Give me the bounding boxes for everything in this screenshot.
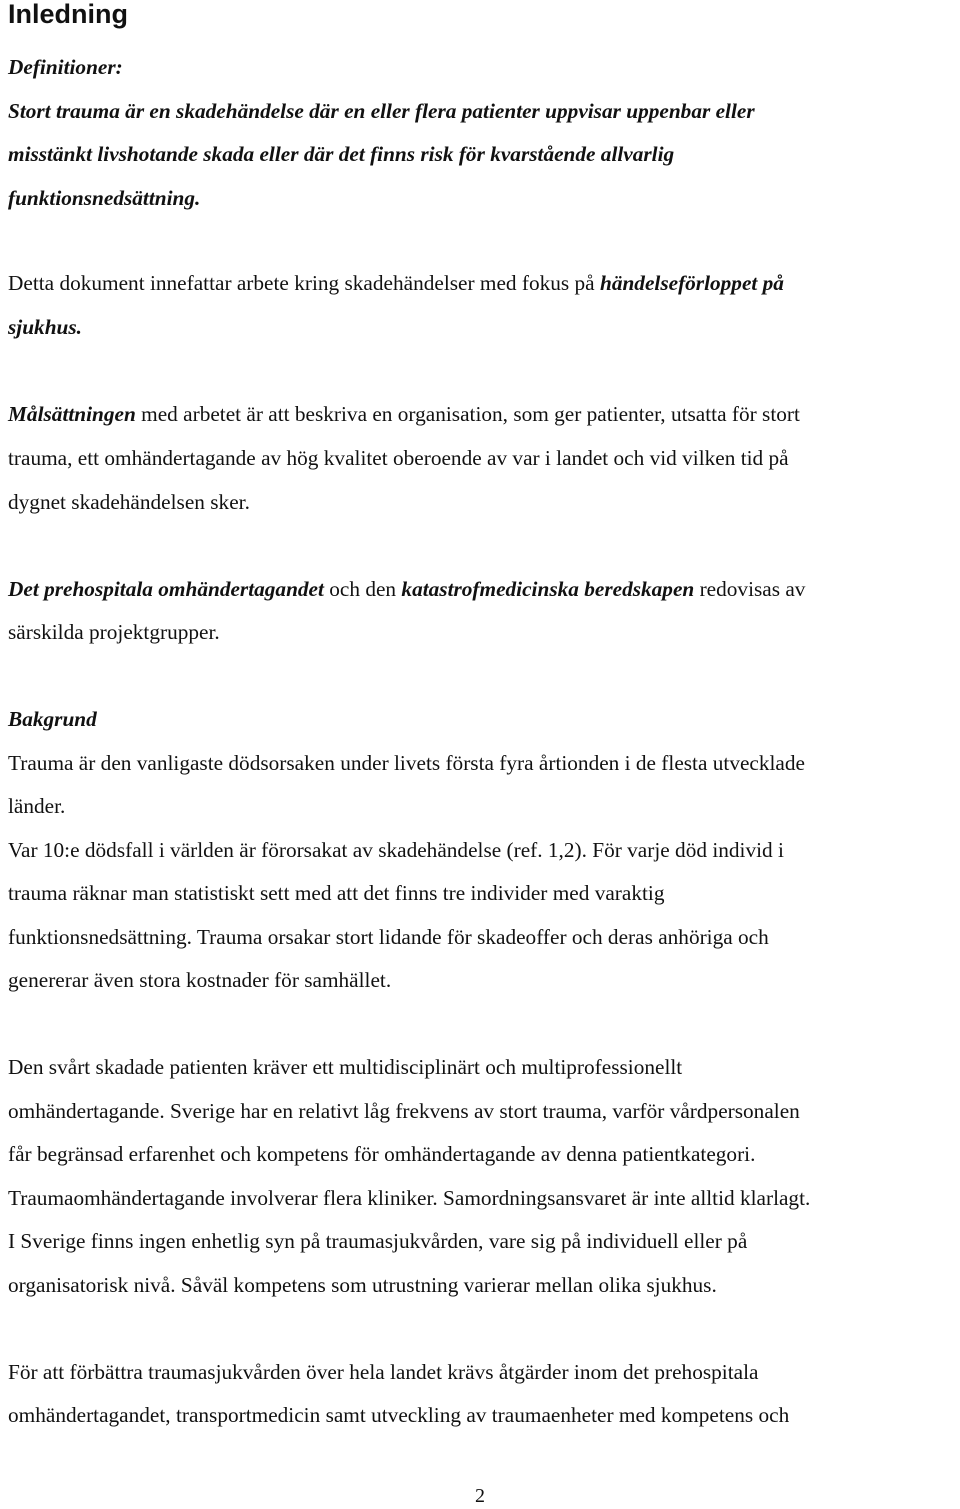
scope-line bbox=[8, 262, 953, 306]
definition-line: funktionsnedsättning. bbox=[8, 186, 201, 210]
patient-line: I Sverige finns ingen enhetlig syn på traumasjukvården, vare sig på individuell eller på bbox=[8, 1229, 748, 1253]
patient-line: omhändertagande. Sverige har en relativt låg frekvens av stort trauma, varför vårdpersonalen bbox=[8, 1099, 800, 1123]
definition-line: Stort trauma är en skadehändelse där en eller flera patienter uppvisar uppenbar eller bbox=[8, 99, 755, 123]
prehospital-line: särskilda projektgrupper. bbox=[8, 620, 220, 644]
improve-line: omhändertagandet, transportmedicin samt utveckling av traumaenheter med kompetens och bbox=[8, 1403, 790, 1427]
background-line: trauma räknar man statistiskt sett med att det finns tre individer med varaktig bbox=[8, 881, 665, 905]
patient-line: Traumaomhändertagande involverar flera kliniker. Samordningsansvaret är inte alltid klarlagt. bbox=[8, 1186, 811, 1210]
background-heading: Bakgrund bbox=[8, 707, 97, 731]
section-heading: Inledning bbox=[8, 0, 128, 29]
background-line: länder. bbox=[8, 794, 66, 818]
background-line: genererar även stora kostnader för samhället. bbox=[8, 968, 392, 992]
patient-line: får begränsad erfarenhet och kompetens för omhändertagande av denna patientkategori. bbox=[8, 1142, 756, 1166]
preparedness-emphasis: katastrofmedicinska beredskapen bbox=[401, 577, 695, 601]
goal-text: med arbetet är att beskriva en organisation, som ger patienter, utsatta för stort bbox=[135, 402, 800, 426]
goal-line: trauma, ett omhändertagande av hög kvalitet oberoende av var i landet och vid vilken tid på bbox=[8, 446, 789, 470]
prehospital-text: redovisas av bbox=[694, 577, 806, 601]
prehospital-emphasis: Det prehospitala omhändertagandet bbox=[8, 577, 324, 601]
page-number: 2 bbox=[475, 1485, 485, 1507]
background-line: funktionsnedsättning. Trauma orsakar stort lidande för skadeoffer och deras anhöriga och bbox=[8, 925, 769, 949]
patient-line: Den svårt skadade patienten kräver ett multidisciplinärt och multiprofessionellt bbox=[8, 1055, 683, 1079]
scope-emphasis-line: sjukhus. bbox=[8, 315, 82, 339]
scope-emphasis: händelseförloppet på bbox=[599, 271, 784, 295]
definitions-label: Definitioner: bbox=[8, 55, 123, 79]
definition-line: misstänkt livshotande skada eller där det finns risk för kvarstående allvarlig bbox=[8, 142, 675, 166]
background-line: Var 10:e dödsfall i världen är förorsakat av skadehändelse (ref. 1,2). För varje död individ i bbox=[8, 838, 784, 862]
patient-line: organisatorisk nivå. Såväl kompetens som utrustning varierar mellan olika sjukhus. bbox=[8, 1273, 717, 1297]
prehospital-text: och den bbox=[323, 577, 402, 601]
scope-text: Detta dokument innefattar arbete kring skadehändelser med fokus på bbox=[8, 271, 600, 295]
prehospital-line bbox=[8, 568, 953, 612]
goal-line: dygnet skadehändelsen sker. bbox=[8, 490, 250, 514]
improve-line: För att förbättra traumasjukvården över hela landet krävs åtgärder inom det prehospitala bbox=[8, 1360, 759, 1384]
background-line: Trauma är den vanligaste dödsorsaken under livets första fyra årtionden i de flesta utvecklade bbox=[8, 751, 805, 775]
goal-emphasis: Målsättningen bbox=[8, 402, 136, 426]
goal-line bbox=[8, 393, 953, 437]
